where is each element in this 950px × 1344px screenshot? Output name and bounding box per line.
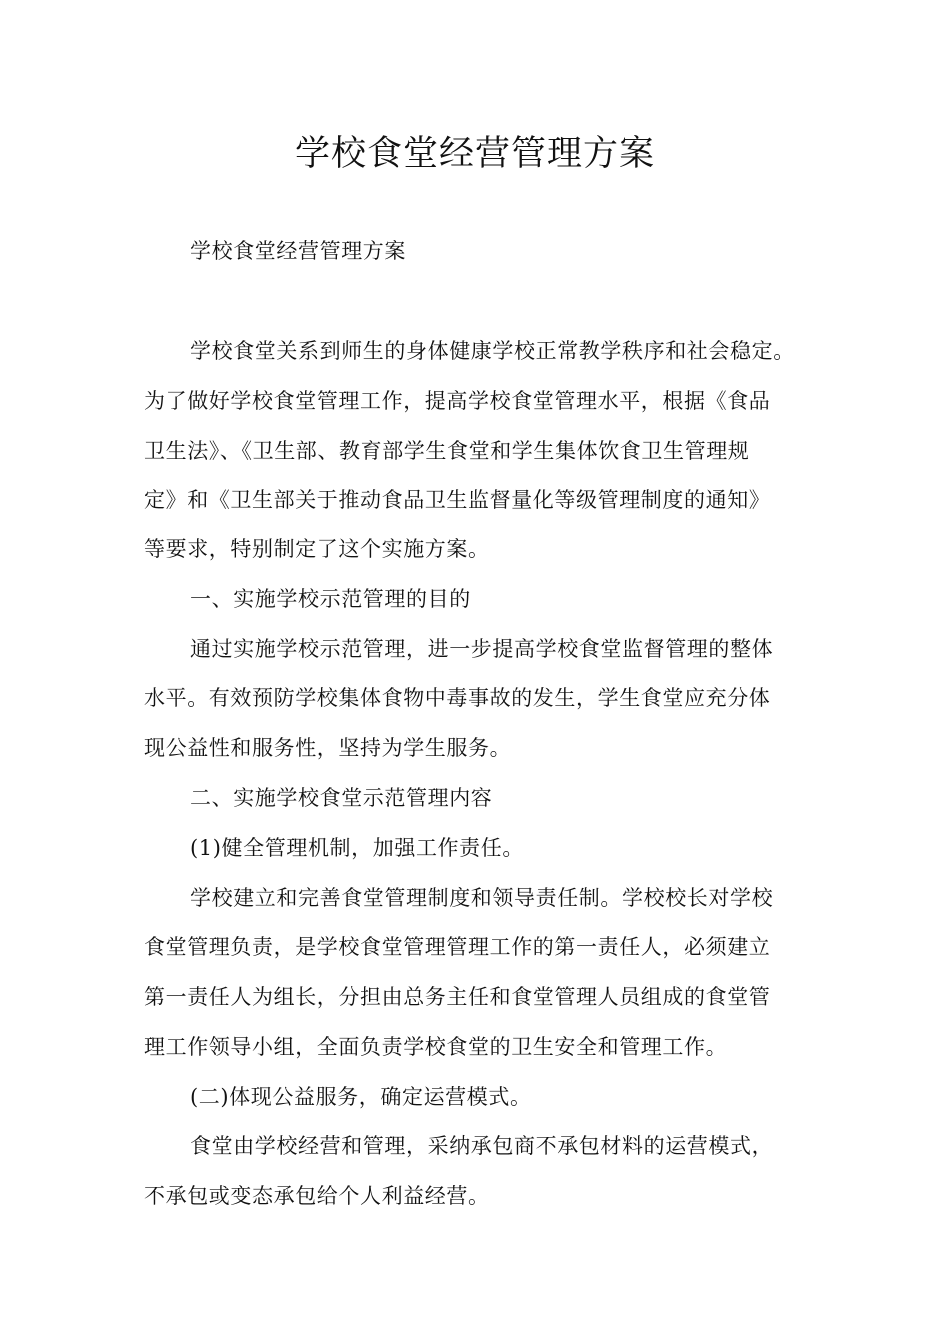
paragraph-line: 水平。有效预防学校集体食物中毒事故的发生，学生食堂应充分体 <box>144 686 771 710</box>
paragraph-line: 学校食堂关系到师生的身体健康学校正常教学秩序和社会稳定。 <box>190 339 795 363</box>
paragraph-line: 定》和《卫生部关于推动食品卫生监督量化等级管理制度的通知》 <box>144 488 771 512</box>
paragraph-line: 通过实施学校示范管理，进一步提高学校食堂监督管理的整体 <box>190 637 774 661</box>
paragraph-line: 现公益性和服务性，坚持为学生服务。 <box>144 736 512 760</box>
paragraph-line: 食堂管理负责，是学校食堂管理管理工作的第一责任人，必须建立 <box>144 935 771 959</box>
section-heading: 一、实施学校示范管理的目的 <box>190 587 471 611</box>
paragraph-line: 不承包或变态承包给个人利益经营。 <box>144 1184 490 1208</box>
subsection-heading: (1)健全管理机制，加强工作责任。 <box>190 836 524 860</box>
paragraph-line: 卫生法》、《卫生部、教育部学生食堂和学生集体饮食卫生管理规 <box>144 439 750 463</box>
document-title: 学校食堂经营管理方案 <box>294 134 655 174</box>
paragraph-line: 等要求，特别制定了这个实施方案。 <box>144 537 490 561</box>
paragraph-line: 为了做好学校食堂管理工作，提高学校食堂管理水平，根据《食品 <box>144 389 771 413</box>
subsection-heading: (二)体现公益服务，确定运营模式。 <box>190 1085 532 1109</box>
section-heading: 二、实施学校食堂示范管理内容 <box>190 786 493 810</box>
paragraph-line: 食堂由学校经营和管理，采纳承包商不承包材料的运营模式， <box>190 1134 774 1158</box>
paragraph-line: 理工作领导小组，全面负责学校食堂的卫生安全和管理工作。 <box>144 1035 728 1059</box>
document-subtitle: 学校食堂经营管理方案 <box>190 239 406 263</box>
paragraph-line: 学校建立和完善食堂管理制度和领导责任制。学校校长对学校 <box>190 886 774 910</box>
paragraph-line: 第一责任人为组长，分担由总务主任和食堂管理人员组成的食堂管 <box>144 985 771 1009</box>
